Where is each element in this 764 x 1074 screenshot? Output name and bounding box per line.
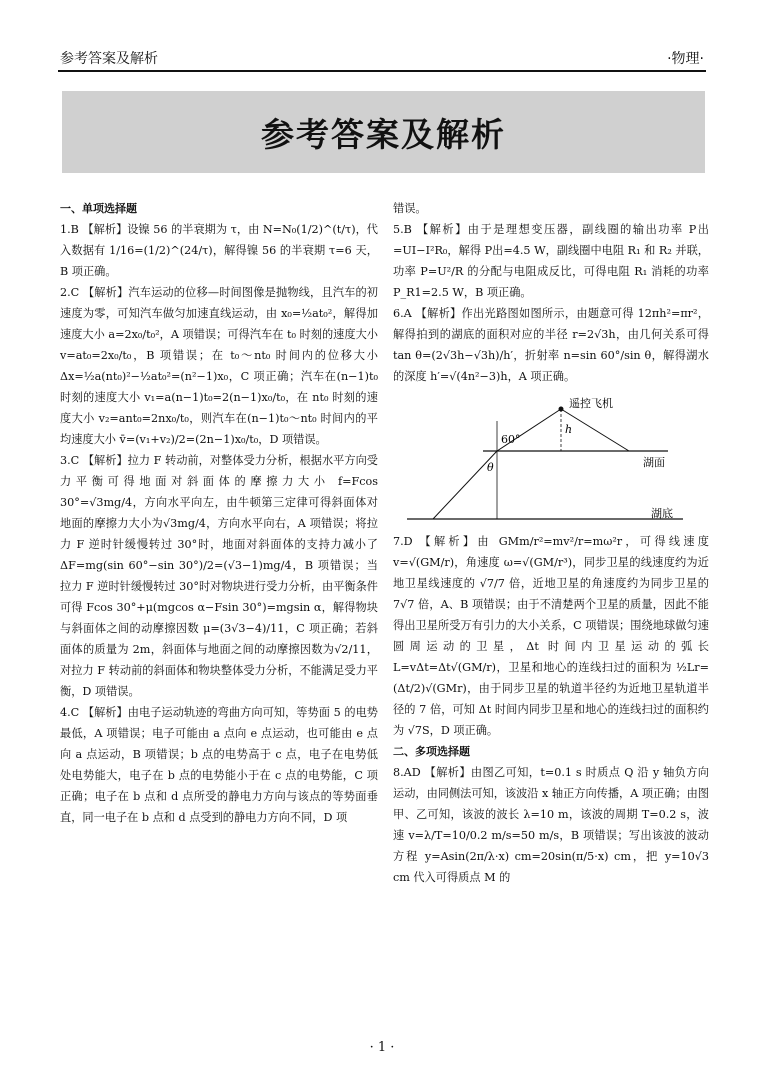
drone-point	[559, 407, 564, 412]
section-heading: 一、单项选择题	[60, 202, 137, 215]
light-path-diagram	[393, 393, 709, 525]
theta-label: θ	[487, 461, 494, 474]
header-title: 参考答案及解析	[60, 51, 158, 67]
answer-4: 4.C 【解析】由电子运动轨迹的弯曲方向可知，等势面 5 的电势最低，A 项错误；电子可能由 a 点向 e 点运动，也可能由 e 点向 a 点运动，B 项错误；b 点的电势高于 c 点，电子在电势低处电势能大，电子在 b 点的电势能小于在 c 点的电势能，C 项正确；电子在 b 点和 d 点所受的静电力方向与该点的等势面垂直，同一电子在 b 点和 d 点受到的静电力方向不同，D 项	[60, 706, 378, 824]
section-heading-2: 二、多项选择题	[393, 745, 470, 758]
drone-label: 遥控飞机	[569, 397, 613, 410]
answer-4-cont: 错误。	[393, 202, 427, 215]
left-column	[60, 198, 378, 828]
answer-1: 1.B 【解析】设镍 56 的半衰期为 τ，由 N=N₀(1/2)^(t/τ)，代入数据有 1/16=(1/2)^(24/τ)，解得镍 56 的半衰期 τ=6 天，B 项正确。	[60, 223, 378, 278]
page-title: 参考答案及解析	[261, 114, 506, 154]
title-banner	[62, 91, 705, 173]
page-number: · 1 ·	[369, 1040, 395, 1055]
answer-8: 8.AD 【解析】由图乙可知，t=0.1 s 时质点 Q 沿 y 轴负方向运动，由同侧法可知，该波沿 x 轴正方向传播，A 项正确；由图甲、乙可知，该波的波长 λ=10 m，该波的周期 T=0.2 s，波速 v=λ/T=10/0.2 m/s=50 m/s，B 项错误；写出该波的波动方程 y=Asin(2π/λ·x) cm=20sin(π/5·x) cm，把 y=10√3 cm 代入可得质点 M 的	[393, 766, 709, 884]
header-subject: ·物理·	[667, 51, 704, 67]
answer-3: 3.C 【解析】拉力 F 转动前，对整体受力分析，根据水平方向受力平衡可得地面对斜面体的摩擦力大小 f=Fcos 30°=√3mg/4，方向水平向左，由牛顿第三定律可得斜面体对地面的摩擦力大小为√3mg/4，方向水平向右，A 项错误；将拉力 F 逆时针缓慢转过 30°时，地面对斜面体的支持力减小了 ΔF=mg(sin 60°−sin 30°)/2=(√3−1)mg/4，B 项错误；当拉力 F 逆时针缓慢转过 30°时对物块进行受力分析，由平衡条件可得 Fcos 30°+μ(mgcos α−Fsin 30°)=mgsin α，解得物块与斜面体之间的动摩擦因数 μ=(3√3−4)/11，C 项正确；若斜面体的质量为 2m，斜面体与地面之间的动摩擦因数为√2/11，对拉力 F 转动前的斜面体和物块整体受力分析，不能满足受力平衡，D 项错误。	[60, 454, 378, 698]
bottom-label: 湖底	[651, 507, 673, 520]
answer-7: 7.D 【解析】由 GMm/r²=mv²/r=mω²r，可得线速度 v=√(GM/r)，角速度 ω=√(GM/r³)，同步卫星的线速度约为近地卫星线速度的 √7/7 倍，近地卫星的角速度约为同步卫星的 7√7 倍，A、B 项错误；由于不清楚两个卫星的质量，因此不能得出卫星所受万有引力的大小关系，C 项错误；围绕地球做匀速圆周运动的卫星，Δt 时间内卫星运动的弧长 L=vΔt=Δt√(GM/r)，卫星和地心的连线扫过的面积为 ½Lr=(Δt/2)√(GMr)，由于同步卫星的轨道半径约为近地卫星轨道半径的 7 倍，可知 Δt 时间内同步卫星和地心的连线扫过的面积约为 √7S，D 项正确。	[393, 535, 709, 737]
answer-6: 6.A 【解析】作出光路图如图所示，由题意可得 12πh²=πr²，解得拍到的湖底的面积对应的半径 r=2√3h，由几何关系可得 tan θ=(2√3h−√3h)/h′，折射率 n=sin 60°/sin θ，解得湖水的深度 h′=√(4n²−3)h，A 项正确。	[393, 307, 709, 383]
answer-5: 5.B 【解析】由于是理想变压器，副线圈的输出功率 P出=UI−I²R₀，解得 P出=4.5 W，副线圈中电阻 R₁ 和 R₂ 并联，功率 P=U²/R 的分配与电阻成反比，可得电阻 R₁ 消耗的功率 P_R1=2.5 W，B 项正确。	[393, 223, 709, 299]
angle-label: 60°	[501, 433, 521, 446]
header-rule	[58, 70, 706, 72]
surface-label: 湖面	[643, 456, 665, 469]
height-label: h	[565, 423, 573, 436]
right-column	[393, 198, 709, 888]
answer-2: 2.C 【解析】汽车运动的位移—时间图像是抛物线，且汽车的初速度为零，可知汽车做匀加速直线运动，由 x₀=½at₀²，解得加速度大小 a=2x₀/t₀²，A 项错误；可得汽车在 t₀ 时刻的速度大小 v=at₀=2x₀/t₀，B 项错误；在 t₀～nt₀ 时间内的位移大小 Δx=½a(nt₀)²−½at₀²=(n²−1)x₀，C 项正确；汽车在(n−1)t₀ 时刻的速度大小 v₁=a(n−1)t₀=2(n−1)x₀/t₀，在 nt₀ 时刻的速度大小 v₂=ant₀=2nx₀/t₀，则汽车在(n−1)t₀～nt₀ 时间内的平均速度大小 v̄=(v₁+v₂)/2=(2n−1)x₀/t₀，D 项错误。	[60, 286, 378, 446]
